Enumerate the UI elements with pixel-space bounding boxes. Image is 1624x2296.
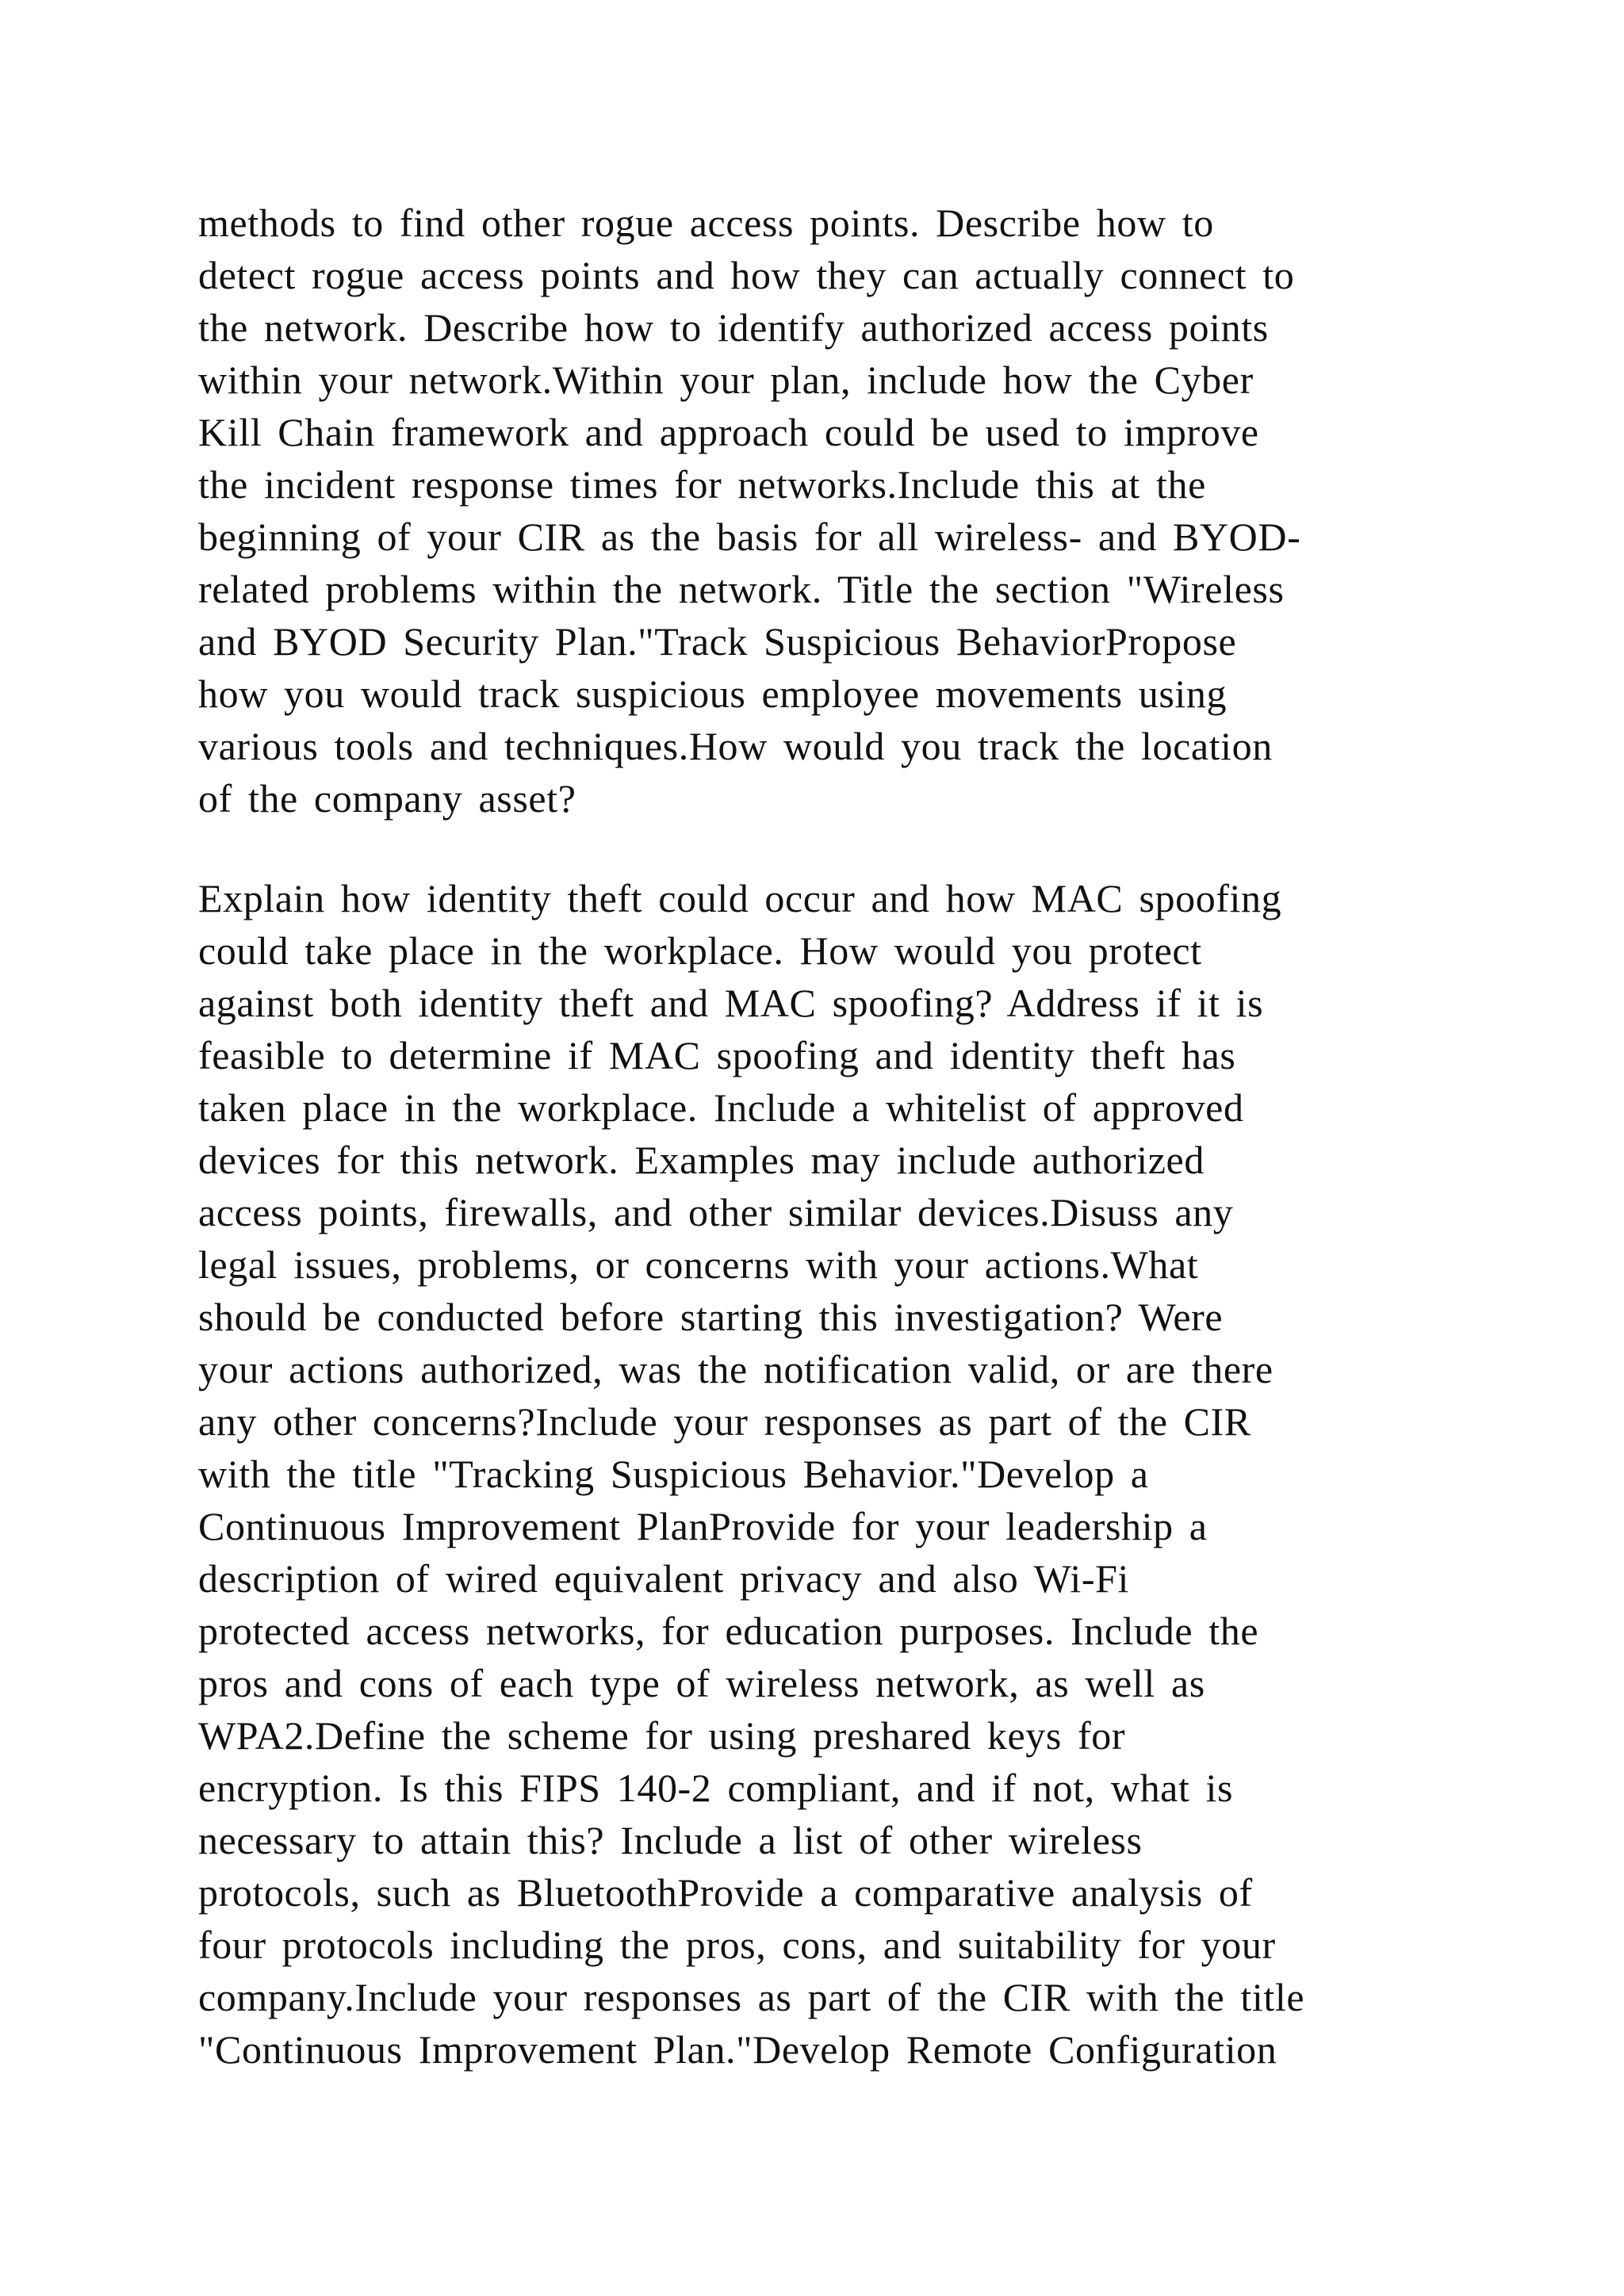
text-line: with the title "Tracking Suspicious Behavior."Develop a (198, 1452, 1149, 1496)
paragraph-2 (198, 872, 1435, 2076)
text-line: Continuous Improvement PlanProvide for your leadership a (198, 1504, 1208, 1548)
text-line: feasible to determine if MAC spoofing and identity theft has (198, 1033, 1236, 1077)
text-line: methods to find other rogue access points. Describe how to (198, 201, 1214, 245)
text-line: WPA2.Define the scheme for using preshared keys for (198, 1713, 1126, 1758)
text-line: encryption. Is this FIPS 140-2 compliant, and if not, what is (198, 1766, 1234, 1810)
text-line: within your network.Within your plan, include how the Cyber (198, 358, 1254, 402)
text-line: "Continuous Improvement Plan."Develop Remote Configuration (198, 2027, 1277, 2072)
text-line: your actions authorized, was the notification valid, or are there (198, 1347, 1274, 1391)
text-line: protocols, such as BluetoothProvide a comparative analysis of (198, 1870, 1253, 1915)
text-line: protected access networks, for education purposes. Include the (198, 1609, 1259, 1653)
text-line: four protocols including the pros, cons, and suitability for your (198, 1923, 1276, 1967)
text-line: taken place in the workplace. Include a whitelist of approved (198, 1085, 1244, 1130)
text-line: company.Include your responses as part of the CIR with the title (198, 1975, 1305, 2019)
text-line: legal issues, problems, or concerns with your actions.What (198, 1242, 1199, 1287)
text-line: detect rogue access points and how they can actually connect to (198, 253, 1295, 297)
text-line: necessary to attain this? Include a list of other wireless (198, 1818, 1143, 1862)
text-line: of the company asset? (198, 776, 576, 821)
text-line: beginning of your CIR as the basis for all wireless- and BYOD- (198, 515, 1301, 559)
text-line: could take place in the workplace. How would you protect (198, 928, 1202, 973)
text-line: how you would track suspicious employee movements using (198, 672, 1228, 716)
text-line: the network. Describe how to identify authorized access points (198, 305, 1269, 350)
text-line: Kill Chain framework and approach could be used to improve (198, 410, 1259, 454)
text-line: against both identity theft and MAC spoofing? Address if it is (198, 981, 1264, 1025)
text-line: description of wired equivalent privacy and also Wi-Fi (198, 1556, 1130, 1601)
text-line: pros and cons of each type of wireless network, as well as (198, 1661, 1205, 1705)
text-line: Explain how identity theft could occur and how MAC spoofing (198, 876, 1282, 920)
text-line: various tools and techniques.How would you track the location (198, 724, 1273, 768)
text-line: should be conducted before starting this investigation? Were (198, 1295, 1224, 1339)
paragraph-1 (198, 197, 1435, 825)
text-line: access points, firewalls, and other similar devices.Disuss any (198, 1190, 1234, 1234)
text-line: devices for this network. Examples may include authorized (198, 1138, 1205, 1182)
text-line: and BYOD Security Plan."Track Suspicious BehaviorPropose (198, 619, 1237, 664)
text-line: any other concerns?Include your responses as part of the CIR (198, 1399, 1251, 1444)
text-line: related problems within the network. Title the section "Wireless (198, 567, 1285, 611)
text-line: the incident response times for networks.Include this at the (198, 462, 1206, 507)
